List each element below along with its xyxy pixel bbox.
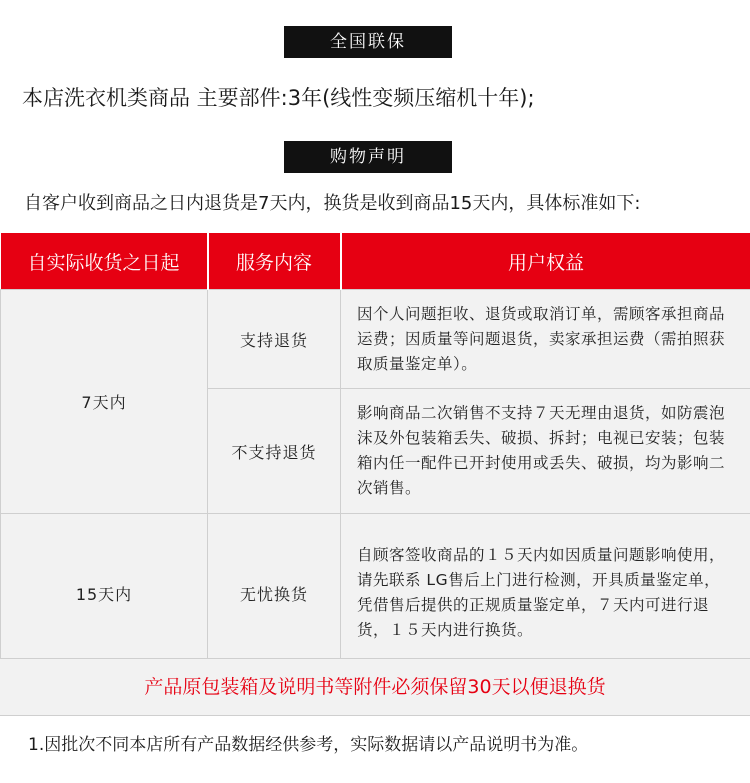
return-policy-table bbox=[0, 233, 750, 673]
table-row bbox=[1, 290, 750, 389]
warranty-banner: 全国联保 bbox=[284, 26, 452, 58]
service-return-supported: 支持退货 bbox=[208, 290, 341, 389]
header-receipt-period: 自实际收货之日起 bbox=[1, 233, 208, 290]
service-return-not-supported: 不支持退货 bbox=[208, 389, 341, 514]
service-worry-free-exchange: 无忧换货 bbox=[208, 514, 341, 673]
table-row bbox=[1, 514, 750, 673]
rights-return-supported: 因个人问题拒收、退货或取消订单，需顾客承担商品运费；因质量等问题退货，卖家承担运费（需拍照获取质量鉴定单）。 bbox=[341, 290, 750, 389]
header-service-content: 服务内容 bbox=[208, 233, 341, 290]
return-policy-intro: 自客户收到商品之日内退货是7天内，换货是收到商品15天内，具体标准如下: bbox=[24, 193, 641, 214]
period-7-days: 7天内 bbox=[1, 290, 208, 514]
period-15-days: 15天内 bbox=[1, 514, 208, 673]
rights-worry-free-exchange: 自顾客签收商品的１５天内如因质量问题影响使用，请先联系 LG售后上门进行检测，开具质量鉴定单，凭借售后提供的正规质量鉴定单，７天内可进行退货，１５天内进行换货。 bbox=[341, 514, 750, 673]
data-disclaimer-footnote: 1.因批次不同本店所有产品数据经供参考，实际数据请以产品说明书为准。 bbox=[28, 735, 589, 755]
rights-return-not-supported: 影响商品二次销售不支持７天无理由退货，如防震泡沫及外包装箱丢失、破损、拆封；电视已安装；包装箱内任一配件已开封使用或丢失、破损，均为影响二次销售。 bbox=[341, 389, 750, 514]
shopping-statement-banner: 购物声明 bbox=[284, 141, 452, 173]
packaging-retention-notice: 产品原包装箱及说明书等附件必须保留30天以便退换货 bbox=[0, 658, 750, 716]
header-user-rights: 用户权益 bbox=[341, 233, 750, 290]
table-header-row bbox=[1, 233, 750, 290]
warranty-description: 本店洗衣机类商品 主要部件:3年(线性变频压缩机十年); bbox=[22, 86, 535, 110]
